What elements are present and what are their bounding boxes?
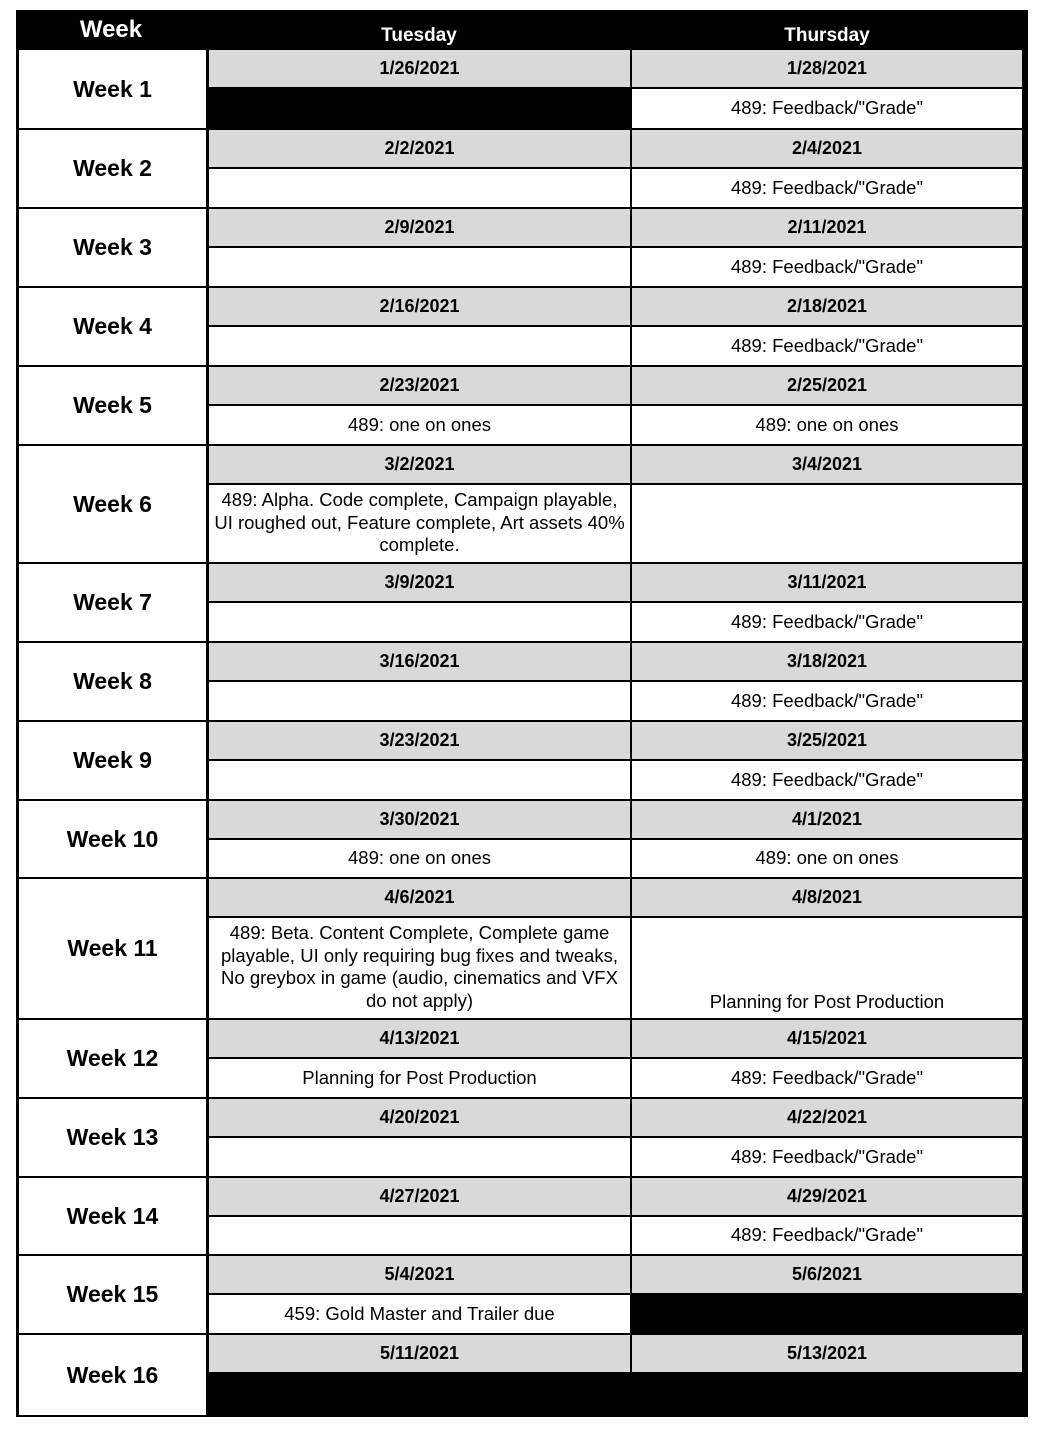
- week-row: [16, 1335, 1028, 1417]
- thursday-note: [632, 485, 1022, 562]
- week-row: [16, 1256, 1028, 1335]
- header-thursday: Thursday: [784, 25, 870, 46]
- tuesday-date: 2/2/2021: [209, 130, 630, 167]
- tuesday-date: 2/23/2021: [209, 367, 630, 404]
- thursday-date: 3/4/2021: [632, 446, 1022, 483]
- thursday-note: 489: Feedback/"Grade": [632, 327, 1022, 365]
- tuesday-date: 3/9/2021: [209, 564, 630, 601]
- week-row: [16, 879, 1028, 1020]
- week-row: [16, 446, 1028, 564]
- thursday-note: 489: one on ones: [632, 406, 1022, 444]
- week-label: Week 9: [19, 722, 206, 799]
- tuesday-note: 459: Gold Master and Trailer due: [209, 1295, 630, 1333]
- week-row: [16, 643, 1028, 722]
- week-row: [16, 564, 1028, 643]
- tuesday-date: 5/11/2021: [209, 1335, 630, 1372]
- thursday-date: 4/22/2021: [632, 1099, 1022, 1136]
- week-label: Week 2: [19, 130, 206, 207]
- thursday-date: 4/1/2021: [632, 801, 1022, 838]
- week-row: [16, 209, 1028, 288]
- week-row: [16, 801, 1028, 879]
- tuesday-note: [209, 1374, 630, 1415]
- tuesday-note: [209, 89, 630, 128]
- thursday-note: 489: Feedback/"Grade": [632, 1138, 1022, 1176]
- thursday-note: 489: Feedback/"Grade": [632, 761, 1022, 799]
- week-label: Week 14: [19, 1178, 206, 1254]
- thursday-date: 4/15/2021: [632, 1020, 1022, 1057]
- tuesday-date: 4/27/2021: [209, 1178, 630, 1215]
- thursday-date: 3/25/2021: [632, 722, 1022, 759]
- thursday-date: 2/25/2021: [632, 367, 1022, 404]
- tuesday-note: 489: one on ones: [209, 406, 630, 444]
- week-label: Week 11: [19, 879, 206, 1018]
- week-row: [16, 1099, 1028, 1178]
- tuesday-note: Planning for Post Production: [209, 1059, 630, 1097]
- tuesday-date: 5/4/2021: [209, 1256, 630, 1293]
- tuesday-date: 3/16/2021: [209, 643, 630, 680]
- tuesday-note: [209, 603, 630, 641]
- tuesday-note: 489: one on ones: [209, 840, 630, 877]
- tuesday-date: 3/30/2021: [209, 801, 630, 838]
- tuesday-date: 2/9/2021: [209, 209, 630, 246]
- thursday-note: 489: Feedback/"Grade": [632, 248, 1022, 286]
- tuesday-date: 4/6/2021: [209, 879, 630, 916]
- thursday-date: 3/18/2021: [632, 643, 1022, 680]
- week-label: Week 10: [19, 801, 206, 877]
- tuesday-note: [209, 761, 630, 799]
- tuesday-date: 4/13/2021: [209, 1020, 630, 1057]
- thursday-note: 489: Feedback/"Grade": [632, 1059, 1022, 1097]
- week-row: [16, 130, 1028, 209]
- thursday-date: 3/11/2021: [632, 564, 1022, 601]
- thursday-date: 2/4/2021: [632, 130, 1022, 167]
- thursday-date: 1/28/2021: [632, 50, 1022, 87]
- week-row: [16, 1020, 1028, 1099]
- tuesday-date: 3/23/2021: [209, 722, 630, 759]
- thursday-note: 489: Feedback/"Grade": [632, 89, 1022, 128]
- tuesday-note: 489: Alpha. Code complete, Campaign playable, UI roughed out, Feature complete, Art assets 40% complete.: [209, 485, 630, 562]
- thursday-note: 489: Feedback/"Grade": [632, 169, 1022, 207]
- thursday-date: 5/6/2021: [632, 1256, 1022, 1293]
- week-row: [16, 288, 1028, 367]
- thursday-note: [632, 1374, 1022, 1415]
- thursday-note: 489: Feedback/"Grade": [632, 1217, 1022, 1254]
- tuesday-date: 4/20/2021: [209, 1099, 630, 1136]
- thursday-note: [632, 1295, 1022, 1333]
- schedule-table: [16, 10, 1028, 1417]
- tuesday-note: [209, 1138, 630, 1176]
- thursday-date: 4/8/2021: [632, 879, 1022, 916]
- week-label: Week 1: [19, 50, 206, 128]
- week-label: Week 12: [19, 1020, 206, 1097]
- week-label: Week 8: [19, 643, 206, 720]
- tuesday-note: [209, 327, 630, 365]
- header-tuesday: Tuesday: [381, 25, 457, 46]
- week-label: Week 16: [19, 1335, 206, 1415]
- tuesday-note: [209, 248, 630, 286]
- week-row: [16, 722, 1028, 801]
- tuesday-note: [209, 682, 630, 720]
- week-label: Week 5: [19, 367, 206, 444]
- tuesday-date: 3/2/2021: [209, 446, 630, 483]
- thursday-date: 2/18/2021: [632, 288, 1022, 325]
- tuesday-note: 489: Beta. Content Complete, Complete game playable, UI only requiring bug fixes and tweaks, No greybox in game (audio, cinematics and VFX do not apply): [209, 918, 630, 1018]
- thursday-note: Planning for Post Production: [632, 918, 1022, 1018]
- week-row: [16, 1178, 1028, 1256]
- week-row: [16, 367, 1028, 446]
- tuesday-date: 2/16/2021: [209, 288, 630, 325]
- tuesday-date: 1/26/2021: [209, 50, 630, 87]
- thursday-note: 489: one on ones: [632, 840, 1022, 877]
- tuesday-note: [209, 169, 630, 207]
- week-label: Week 13: [19, 1099, 206, 1176]
- thursday-date: 2/11/2021: [632, 209, 1022, 246]
- week-label: Week 6: [19, 446, 206, 562]
- thursday-date: 5/13/2021: [632, 1335, 1022, 1372]
- thursday-note: 489: Feedback/"Grade": [632, 603, 1022, 641]
- week-label: Week 4: [19, 288, 206, 365]
- header-week: Week: [79, 16, 143, 43]
- week-label: Week 3: [19, 209, 206, 286]
- week-label: Week 15: [19, 1256, 206, 1333]
- week-label: Week 7: [19, 564, 206, 641]
- week-row: [16, 50, 1028, 130]
- tuesday-note: [209, 1217, 630, 1254]
- thursday-date: 4/29/2021: [632, 1178, 1022, 1215]
- thursday-note: 489: Feedback/"Grade": [632, 682, 1022, 720]
